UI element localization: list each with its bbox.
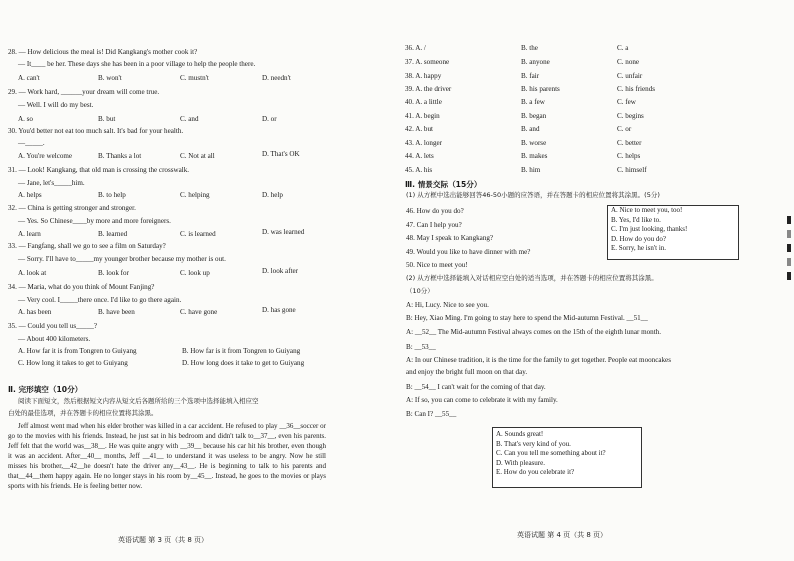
answer-box-51-55 <box>492 427 642 488</box>
cloze-passage: Jeff almost went mad when his elder brother was killed in a car accident. He refused to play __36__soccer or go to the movies with his friends. Instead, he just sat in his bedroom and didn't talk to__37__, even his parents. Jeff felt that the world was__38__. He was quite angry with __39__ because his car hit his brother, even though it was an accident. After__40__ months, Jeff __41__ to understand it was useless to be angry. Now he still misses his brother,__42__he doesn't hate the driver any__43__. He is beginning to talk to his parents and that__44__them happy again. He no longer stays in his room by__45__. Instead, he goes to the movies or plays sports with his friends. He is feeling better now. <box>8 422 326 490</box>
option-b: B. won't <box>98 74 122 82</box>
edge-mark <box>787 258 791 266</box>
question-response: — Yes. So Chinese____by more and more foreigners. <box>18 217 171 225</box>
option-b: B. have been <box>98 308 135 316</box>
box-option-e: E. How do you celebrate it? <box>496 468 575 477</box>
option-c: C. Not at all <box>180 152 215 160</box>
dialog-line-3: A: __52__ The Mid-autumn Festival always comes on the 15th of the eighth lunar month. <box>406 328 662 336</box>
option-a: A. has been <box>18 308 52 316</box>
option-b: B. began <box>521 112 547 120</box>
option-c: C. look up <box>180 269 210 277</box>
question-text: 35. — Could you tell us_____? <box>8 322 98 330</box>
edge-mark <box>787 230 791 238</box>
option-b: B. him <box>521 166 541 174</box>
option-c: C. unfair <box>617 72 643 80</box>
question-response: —_____. <box>18 139 45 147</box>
option-c: C. How long it takes to get to Guiyang <box>18 359 128 367</box>
option-c: C. mustn't <box>180 74 209 82</box>
question-49: 49. Would you like to have dinner with me? <box>406 248 531 256</box>
option-b: B. the <box>521 44 538 52</box>
box-option-c: C. I'm just looking, thanks! <box>611 225 688 234</box>
question-text: 33. — Fangfang, shall we go to see a film on Saturday? <box>8 242 166 250</box>
option-a: A. can't <box>18 74 40 82</box>
question-text: 30. You'd better not eat too much salt. It's bad for your health. <box>8 127 184 135</box>
option-c: C. and <box>180 115 199 123</box>
edge-mark <box>787 244 791 252</box>
option-b: B. a few <box>521 98 545 106</box>
question-46: 46. How do you do? <box>406 207 464 215</box>
option-a: 40. A. a little <box>405 98 442 106</box>
box-option-a: A. Sounds great! <box>496 430 544 438</box>
option-b: B. look for <box>98 269 129 277</box>
option-b: B. Thanks a lot <box>98 152 142 160</box>
question-response: — About 400 kilometers. <box>18 335 91 343</box>
option-b: B. anyone <box>521 58 550 66</box>
option-a: 42. A. but <box>405 125 433 133</box>
option-d: D. help <box>262 191 283 199</box>
option-a: 45. A. his <box>405 166 433 174</box>
option-b: B. but <box>98 115 116 123</box>
option-c: C. helping <box>180 191 210 199</box>
option-a: 41. A. begin <box>405 112 440 120</box>
question-text: 32. — China is getting stronger and stronger. <box>8 204 136 212</box>
dialog-line-9: B: Can I? __55__ <box>406 410 457 418</box>
page-footer: 英语试题 第 3 页（共 8 页） <box>118 536 209 544</box>
section-3-part-2-instruction: (2) 从方框中选择能填入对话相应空白处的适当选项，并在答题卡的相应位置将其涂黑。 <box>406 274 658 282</box>
dialog-line-7: B: __54__ I can't wait for the coming of that day. <box>406 383 546 391</box>
option-a: 39. A. the driver <box>405 85 452 93</box>
option-a: A. helps <box>18 191 42 199</box>
box-option-d: D. How do you do? <box>611 234 667 243</box>
section-3-part-2-points: （10分） <box>406 287 434 295</box>
option-b: B. and <box>521 125 540 133</box>
option-c: C. none <box>617 58 640 66</box>
option-c: C. his friends <box>617 85 656 93</box>
dialog-line-1: A: Hi, Lucy. Nice to see you. <box>406 301 489 309</box>
option-b: B. to help <box>98 191 126 199</box>
box-option-b: B. Yes, I'd like to. <box>611 215 661 224</box>
option-c: C. few <box>617 98 636 106</box>
box-option-d: D. With pleasure. <box>496 458 545 467</box>
option-d: D. was learned <box>262 228 305 236</box>
option-c: C. better <box>617 139 642 147</box>
box-option-e: E. Sorry, he isn't in. <box>611 244 667 253</box>
question-response: — It____ be her. These days she has been in a poor village to help the people there. <box>18 60 256 68</box>
option-b: B. makes <box>521 152 548 160</box>
box-option-a: A. Nice to meet you, too! <box>611 206 683 214</box>
section-2-title: Ⅱ. 完形填空（10分） <box>8 385 83 394</box>
option-c: C. helps <box>617 152 641 160</box>
section-3-part-1-instruction: (1) 从方框中选出能够回答46-50小题的应答语，并在答题卡的相应位置将其涂黑。(5分) <box>406 191 660 199</box>
option-d: D. has gone <box>262 306 296 314</box>
option-b: B. worse <box>521 139 547 147</box>
option-b: B. fair <box>521 72 540 80</box>
section-2-instruction-line-1: 阅读下面短文，然后根据短文内容从短文后各题所给的三个选项中选择能填入相应空 <box>18 397 259 405</box>
option-a: A. How far it is from Tongren to Guiyang <box>18 347 137 355</box>
dialog-line-4: B: __53__ <box>406 343 436 351</box>
question-text: 29. — Work hard, ______your dream will come true. <box>8 88 160 96</box>
option-b: B. his parents <box>521 85 560 93</box>
question-47: 47. Can I help you? <box>406 221 462 229</box>
question-text: 28. — How delicious the meal is! Did Kangkang's mother cook it? <box>8 48 198 56</box>
section-3-title: Ⅲ. 情景交际（15分） <box>405 180 482 189</box>
option-a: 38. A. happy <box>405 72 442 80</box>
question-text: 31. — Look! Kangkang, that old man is crossing the crosswalk. <box>8 166 190 174</box>
edge-mark <box>787 216 791 224</box>
question-response: — Jane, let's_____him. <box>18 179 85 187</box>
question-text: 34. — Maria, what do you think of Mount Fanjing? <box>8 283 155 291</box>
question-48: 48. May I speak to Kangkang? <box>406 234 494 242</box>
edge-mark <box>787 272 791 280</box>
option-c: C. or <box>617 125 632 133</box>
page-4 <box>397 0 794 561</box>
option-d: D. or <box>262 115 277 123</box>
option-c: C. is learned <box>180 230 216 238</box>
option-d: D. needn't <box>262 74 291 82</box>
option-a: A. learn <box>18 230 41 238</box>
answer-box-46-50 <box>607 205 739 260</box>
option-c: C. a <box>617 44 629 52</box>
option-a: A. so <box>18 115 33 123</box>
box-option-b: B. That's very kind of you. <box>496 439 571 448</box>
question-50: 50. Nice to meet you! <box>406 261 468 269</box>
dialog-line-6: and enjoy the bright full moon on that day. <box>406 368 528 376</box>
option-c: C. have gone <box>180 308 218 316</box>
dialog-line-8: A: If so, you can come to celebrate it with my family. <box>406 396 558 404</box>
option-c: C. himself <box>617 166 647 174</box>
question-response: — Very cool. I_____there once. I'd like to go there again. <box>18 296 182 304</box>
option-a: 37. A. someone <box>405 58 450 66</box>
option-c: C. begins <box>617 112 644 120</box>
option-a: 43. A. longer <box>405 139 443 147</box>
box-option-c: C. Can you tell me something about it? <box>496 449 606 458</box>
question-response: — Sorry. I'll have to_____my younger brother because my mother is out. <box>18 255 226 263</box>
option-d: D. look after <box>262 267 299 275</box>
option-a: A. You're welcome <box>18 152 73 160</box>
option-a: 44. A. lets <box>405 152 434 160</box>
option-a: A. look at <box>18 269 47 277</box>
option-b: B. How far is it from Tongren to Guiyang <box>182 347 301 355</box>
option-d: D. That's OK <box>262 150 300 158</box>
option-a: 36. A. / <box>405 44 426 52</box>
section-2-instruction-line-2: 白处的最佳选项，并在答题卡的相应位置将其涂黑。 <box>8 409 158 417</box>
page-footer: 英语试题 第 4 页（共 8 页） <box>517 531 608 539</box>
question-response: — Well. I will do my best. <box>18 101 94 109</box>
dialog-line-5: A: In our Chinese tradition, it is the time for the family to get together. People eat mooncakes <box>406 356 671 364</box>
option-b: B. learned <box>98 230 128 238</box>
dialog-line-2: B: Hey, Xiao Ming. I'm going to stay here to spend the Mid-autumn Festival. __51__ <box>406 314 648 322</box>
option-d: D. How long does it take to get to Guiyang <box>182 359 305 367</box>
